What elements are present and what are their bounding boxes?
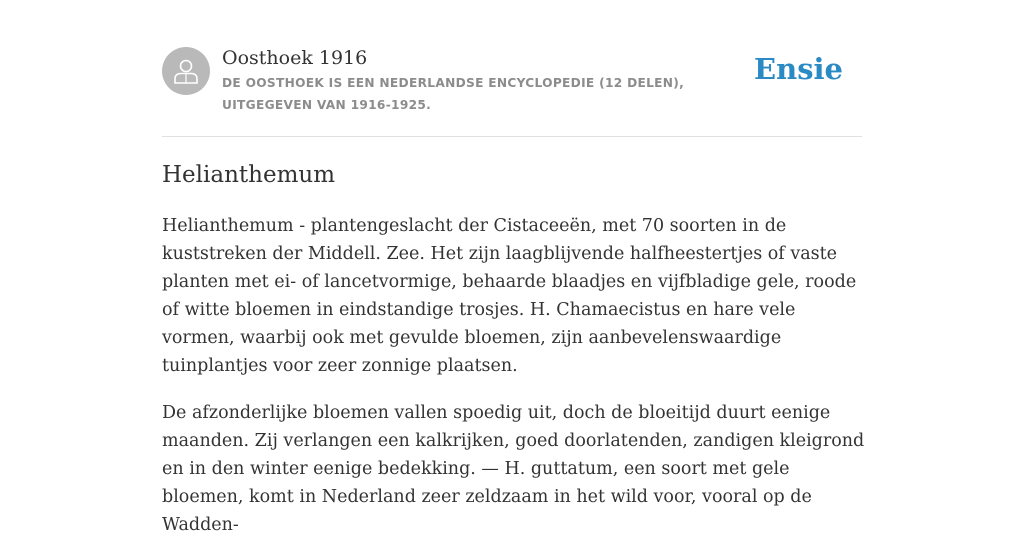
article-paragraph: Helianthemum - plantengeslacht der Cistaceeën, met 70 soorten in de kuststreken der Middell. Zee. Het zijn laagblijvende halfheestertjes of vaste planten met ei- of lancetvormige, behaarde blaadjes en vijfbladige gele, roode of witte bloemen in eindstandige trosjes. H. Chamaecistus en hare vele vormen, waarbij ook met gevulde bloemen, zijn aanbevelenswaardige tuinplantjes voor zeer zonnige plaatsen.	[162, 216, 857, 376]
article-body	[162, 212, 870, 558]
article-title: Helianthemum	[162, 162, 336, 188]
source-name-link[interactable]: Oosthoek 1916	[222, 47, 368, 69]
source-description: DE OOSTHOEK IS EEN NEDERLANDSE ENCYCLOPEDIE (12 DELEN), UITGEGEVEN VAN 1916-1925.	[222, 76, 685, 112]
user-icon	[172, 57, 200, 85]
article-paragraph: De afzonderlijke bloemen vallen spoedig uit, doch de bloeitijd duurt eenige maanden. Zij verlangen een kalkrijken, goed doorlatenden, zandigen kleigrond en in den winter eenige bedekking. — H. guttatum, een soort met gele bloemen, komt in Nederland zeer zeldzaam in het wild voor, vooral op de Wadden-	[162, 403, 865, 535]
ensie-logo[interactable]: Ensie	[754, 52, 843, 86]
source-header	[162, 44, 862, 137]
source-avatar[interactable]	[162, 47, 210, 95]
